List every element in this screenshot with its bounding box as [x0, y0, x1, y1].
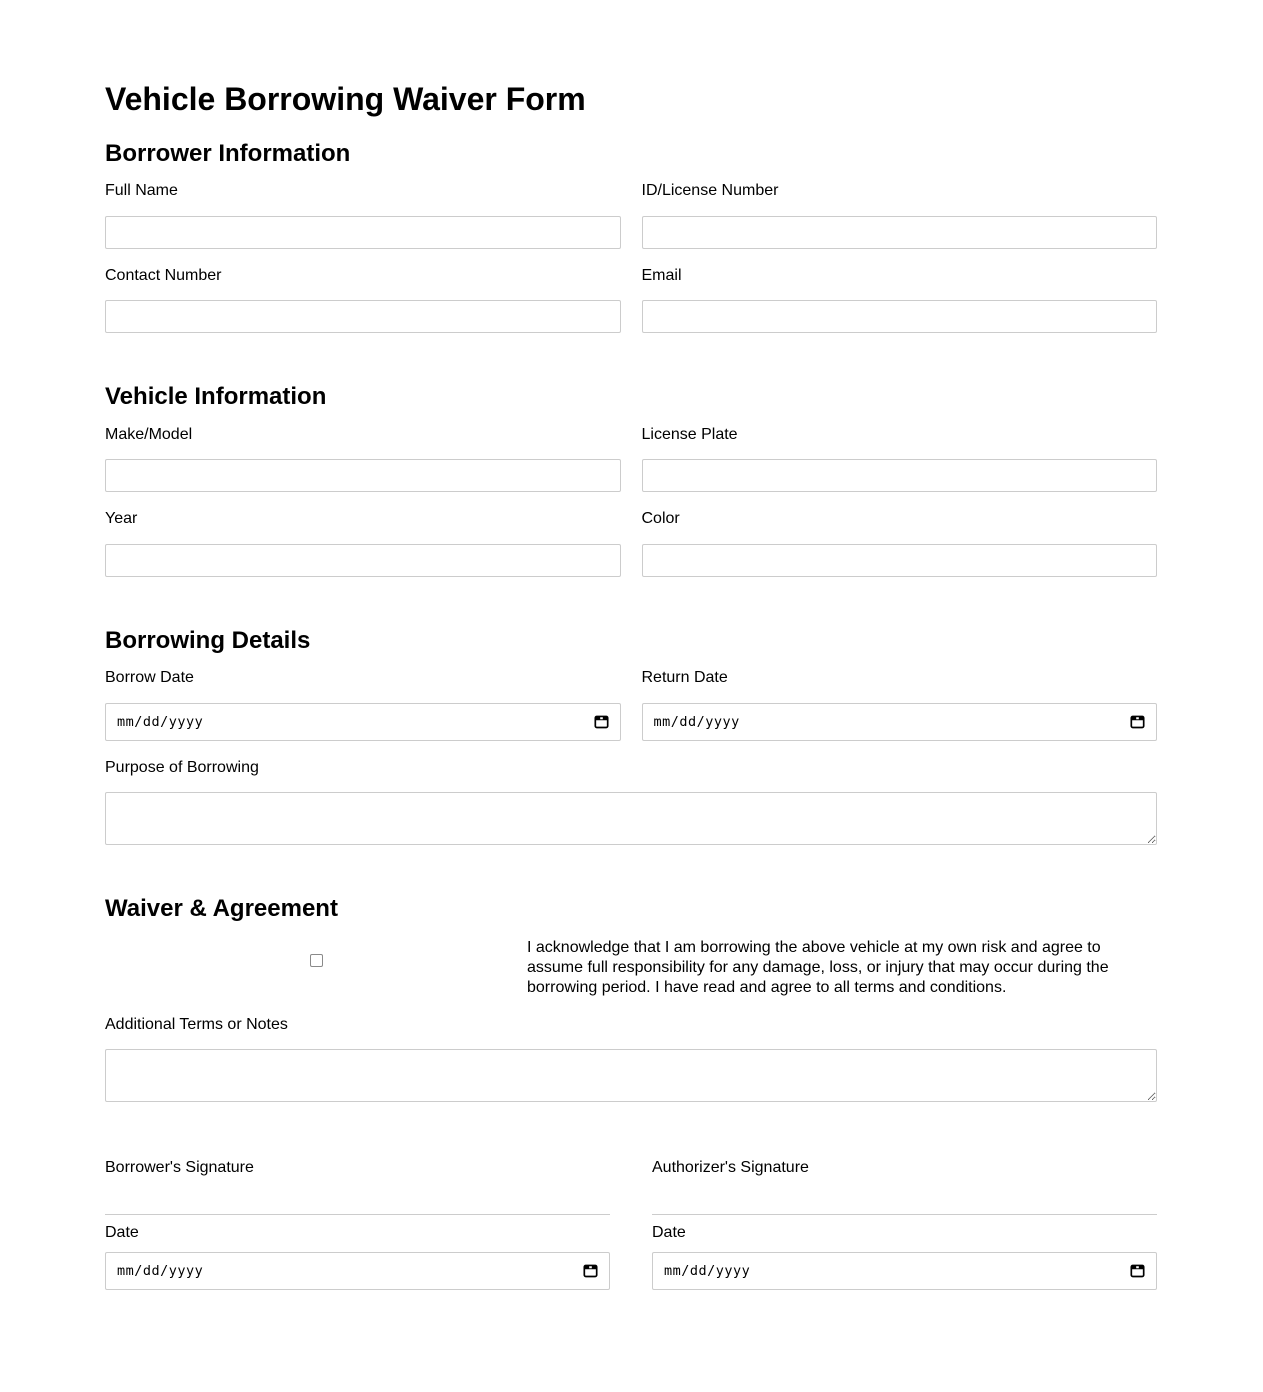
field-full-name: [105, 182, 621, 248]
contact-number-input[interactable]: [105, 300, 621, 333]
color-label: Color: [641, 510, 680, 528]
section-borrower-information: [105, 140, 1157, 333]
section-borrowing-details: [105, 627, 1157, 845]
additional-notes-label: Additional Terms or Notes: [105, 1015, 288, 1033]
authorizer-signature-line[interactable]: [652, 1214, 1157, 1215]
make-model-input[interactable]: [105, 459, 621, 492]
make-model-label: Make/Model: [105, 425, 193, 443]
date-placeholder: mm/dd/yyyy: [117, 1262, 204, 1279]
id-license-label: ID/License Number: [641, 182, 779, 200]
section-heading-borrowing: Borrowing Details: [105, 626, 311, 654]
calendar-icon[interactable]: [583, 1263, 598, 1278]
waiver-acknowledgment-row: [105, 938, 1157, 998]
year-input[interactable]: [105, 544, 621, 577]
field-contact-number: [105, 267, 621, 333]
calendar-icon[interactable]: [1130, 714, 1145, 729]
waiver-agreement-checkbox[interactable]: [310, 954, 323, 967]
return-date-label: Return Date: [641, 669, 728, 687]
contact-number-label: Contact Number: [105, 266, 222, 284]
date-placeholder: mm/dd/yyyy: [653, 713, 740, 730]
vehicle-borrowing-waiver-form: [105, 0, 1157, 1392]
license-plate-label: License Plate: [641, 425, 738, 443]
borrow-date-input[interactable]: [105, 703, 621, 741]
calendar-icon[interactable]: [594, 714, 609, 729]
field-return-date: [642, 669, 1158, 740]
field-borrow-date: [105, 669, 621, 740]
date-placeholder: mm/dd/yyyy: [117, 713, 204, 730]
field-id-license: [642, 182, 1158, 248]
field-email: [642, 267, 1158, 333]
borrower-signature-label: Borrower's Signature: [105, 1158, 254, 1176]
authorizer-signature-block: [652, 1159, 1157, 1290]
year-label: Year: [105, 510, 138, 528]
color-input[interactable]: [642, 544, 1158, 577]
section-heading-waiver: Waiver & Agreement: [105, 894, 338, 922]
section-heading-vehicle: Vehicle Information: [105, 383, 327, 411]
email-input[interactable]: [642, 300, 1158, 333]
field-make-model: [105, 426, 621, 492]
page-title: Vehicle Borrowing Waiver Form: [105, 81, 586, 117]
purpose-label: Purpose of Borrowing: [105, 758, 259, 776]
borrow-date-label: Borrow Date: [105, 669, 194, 687]
authorizer-date-input[interactable]: [652, 1252, 1157, 1290]
field-color: [642, 510, 1158, 576]
borrower-date-input[interactable]: [105, 1252, 610, 1290]
calendar-icon[interactable]: [1130, 1263, 1145, 1278]
field-year: [105, 510, 621, 576]
borrower-signature-line[interactable]: [105, 1214, 610, 1215]
authorizer-signature-label: Authorizer's Signature: [652, 1158, 809, 1176]
borrower-date-label: Date: [105, 1224, 139, 1242]
acknowledgment-text: I acknowledge that I am borrowing the above vehicle at my own risk and agree to assume full responsibility for any damage, loss, or injury that may occur during the borrowing period. I have read and agree to all terms and conditions.: [527, 938, 1109, 996]
full-name-input[interactable]: [105, 216, 621, 249]
field-purpose: [105, 759, 1157, 845]
signatures-section: [105, 1159, 1157, 1290]
id-license-input[interactable]: [642, 216, 1158, 249]
full-name-label: Full Name: [105, 182, 178, 200]
field-additional-notes: [105, 1016, 1157, 1102]
section-waiver-agreement: [105, 895, 1157, 1102]
date-placeholder: mm/dd/yyyy: [664, 1262, 751, 1279]
license-plate-input[interactable]: [642, 459, 1158, 492]
additional-notes-textarea[interactable]: [105, 1049, 1157, 1102]
section-heading-borrower: Borrower Information: [105, 139, 351, 167]
email-label: Email: [641, 266, 682, 284]
borrower-signature-block: [105, 1159, 610, 1290]
purpose-textarea[interactable]: [105, 792, 1157, 845]
authorizer-date-label: Date: [652, 1224, 686, 1242]
return-date-input[interactable]: [642, 703, 1158, 741]
section-vehicle-information: [105, 383, 1157, 576]
checkbox-cell: [105, 938, 527, 998]
field-license-plate: [642, 426, 1158, 492]
